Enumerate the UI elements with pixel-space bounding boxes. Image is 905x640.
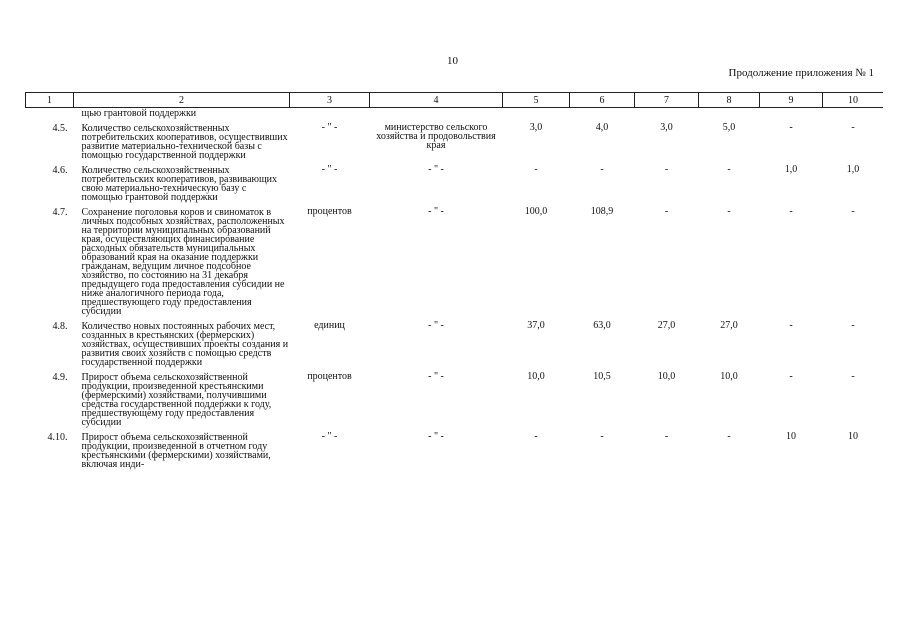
value-cell: 63,0 xyxy=(593,320,611,331)
table-row xyxy=(26,318,884,369)
column-header: 9 xyxy=(760,93,823,108)
value-cell: - xyxy=(727,164,731,175)
value-cell: - xyxy=(789,371,793,382)
appendix-continuation-label: Продолжение приложения № 1 xyxy=(728,67,874,79)
value-cell: - xyxy=(664,431,669,442)
value-cell: 1,0 xyxy=(784,164,798,175)
value-cell: - xyxy=(851,122,855,133)
column-header: 5 xyxy=(503,93,570,108)
column-header: 4 xyxy=(370,93,503,108)
value-cell: 1,0 xyxy=(846,164,860,175)
value-cell: - xyxy=(534,164,538,175)
value-cell: - xyxy=(664,206,669,217)
organization-cell: - " - xyxy=(428,164,444,175)
organization-cell: - " - xyxy=(428,431,444,442)
value-cell: 10,0 xyxy=(527,371,545,382)
table-header-row xyxy=(26,93,884,108)
indicator-name: Количество сельскохозяйственных потребительских кооперативов, осуществивших развитие материально-технической базы с помощью государственной поддержки xyxy=(81,123,288,161)
value-cell: 27,0 xyxy=(720,320,738,331)
column-header: 2 xyxy=(74,93,290,108)
row-number: 4.7. xyxy=(52,207,68,218)
value-cell: 4,0 xyxy=(595,122,609,133)
value-cell: - xyxy=(534,431,538,442)
column-header: 7 xyxy=(635,93,699,108)
row-number: 4.9. xyxy=(52,372,68,383)
row-number: 4.10. xyxy=(47,432,68,443)
value-cell: 3,0 xyxy=(529,122,543,133)
unit-cell: - " - xyxy=(321,122,338,133)
value-cell: - xyxy=(727,431,731,442)
column-header: 6 xyxy=(570,93,635,108)
value-cell: 108,9 xyxy=(590,206,614,217)
column-header: 10 xyxy=(823,93,884,108)
organization-cell: - " - xyxy=(428,320,444,331)
organization-cell: - " - xyxy=(428,371,444,382)
value-cell: 10 xyxy=(848,431,858,442)
table-row-carryover xyxy=(26,108,884,121)
unit-cell: - " - xyxy=(321,431,338,442)
value-cell: - xyxy=(727,206,731,217)
value-cell: - xyxy=(664,164,669,175)
value-cell: - xyxy=(851,206,855,217)
unit-cell: - " - xyxy=(321,164,338,175)
value-cell: - xyxy=(851,320,855,331)
row-number: 4.8. xyxy=(52,321,68,332)
page-number: 10 xyxy=(447,55,458,67)
column-header: 1 xyxy=(26,93,74,108)
indicator-name: Прирост объема сельскохозяйственной продукции, произведенной в отчетном году крестьянскими (фермерскими) хозяйствами, включая инди- xyxy=(81,432,271,470)
indicator-name: Прирост объема сельскохозяйственной продукции, произведенной крестьянскими (фермерскими) хозяйствами, получившими средства государственной поддержки к году, предшествующему году предоставления субсидии xyxy=(81,372,272,428)
value-cell: 3,0 xyxy=(660,122,673,133)
column-header: 3 xyxy=(290,93,370,108)
value-cell: - xyxy=(789,320,793,331)
row-number: 4.6. xyxy=(52,165,68,176)
value-cell: 10 xyxy=(786,431,796,442)
organization-cell: - " - xyxy=(428,206,444,217)
value-cell: - xyxy=(789,122,793,133)
table-row xyxy=(26,369,884,429)
table-row xyxy=(26,162,884,204)
indicators-table xyxy=(25,92,883,469)
value-cell: 10,0 xyxy=(657,371,676,382)
indicator-name: Количество сельскохозяйственных потребительских кооперативов, развивающих свою материально-техническую базу с помощью грантовой поддержки xyxy=(81,165,278,203)
unit-cell: единиц xyxy=(314,320,345,331)
value-cell: 5,0 xyxy=(722,122,736,133)
value-cell: 27,0 xyxy=(657,320,676,331)
organization-cell: министерство сельского хозяйства и продовольствия края xyxy=(376,122,496,151)
value-cell: 100,0 xyxy=(524,206,548,217)
table-row xyxy=(26,429,884,469)
indicators-table-container xyxy=(25,92,883,640)
column-header: 8 xyxy=(699,93,760,108)
value-cell: 10,0 xyxy=(720,371,738,382)
unit-cell: процентов xyxy=(307,206,352,217)
value-cell: 10,5 xyxy=(593,371,611,382)
value-cell: - xyxy=(789,206,793,217)
unit-cell: процентов xyxy=(307,371,352,382)
table-row xyxy=(26,204,884,318)
carryover-text: щью грантовой поддержки xyxy=(81,108,197,119)
value-cell: - xyxy=(600,431,604,442)
value-cell: - xyxy=(600,164,604,175)
indicator-name: Сохранение поголовья коров и свиноматок в личных подсобных хозяйствах, расположенных на территории муниципальных образований края, осуществляющих финансирование расходных обязательств муниципальных образований края на оказание поддержки гражданам, ведущим личное подсобное хозяйство, по состоянию на 31 декабря предыдущего года предоставления субсидии не ниже аналогичного периода года, предшествующего году предоставления субсидии xyxy=(81,207,285,317)
indicator-name: Количество новых постоянных рабочих мест, созданных в крестьянских (фермерских) хозяйствах, осуществивших проекты создания и развития своих хозяйств с помощью средств государственной поддержки xyxy=(81,321,289,368)
value-cell: - xyxy=(851,371,855,382)
table-row xyxy=(26,120,884,162)
value-cell: 37,0 xyxy=(527,320,545,331)
row-number: 4.5. xyxy=(52,123,68,134)
